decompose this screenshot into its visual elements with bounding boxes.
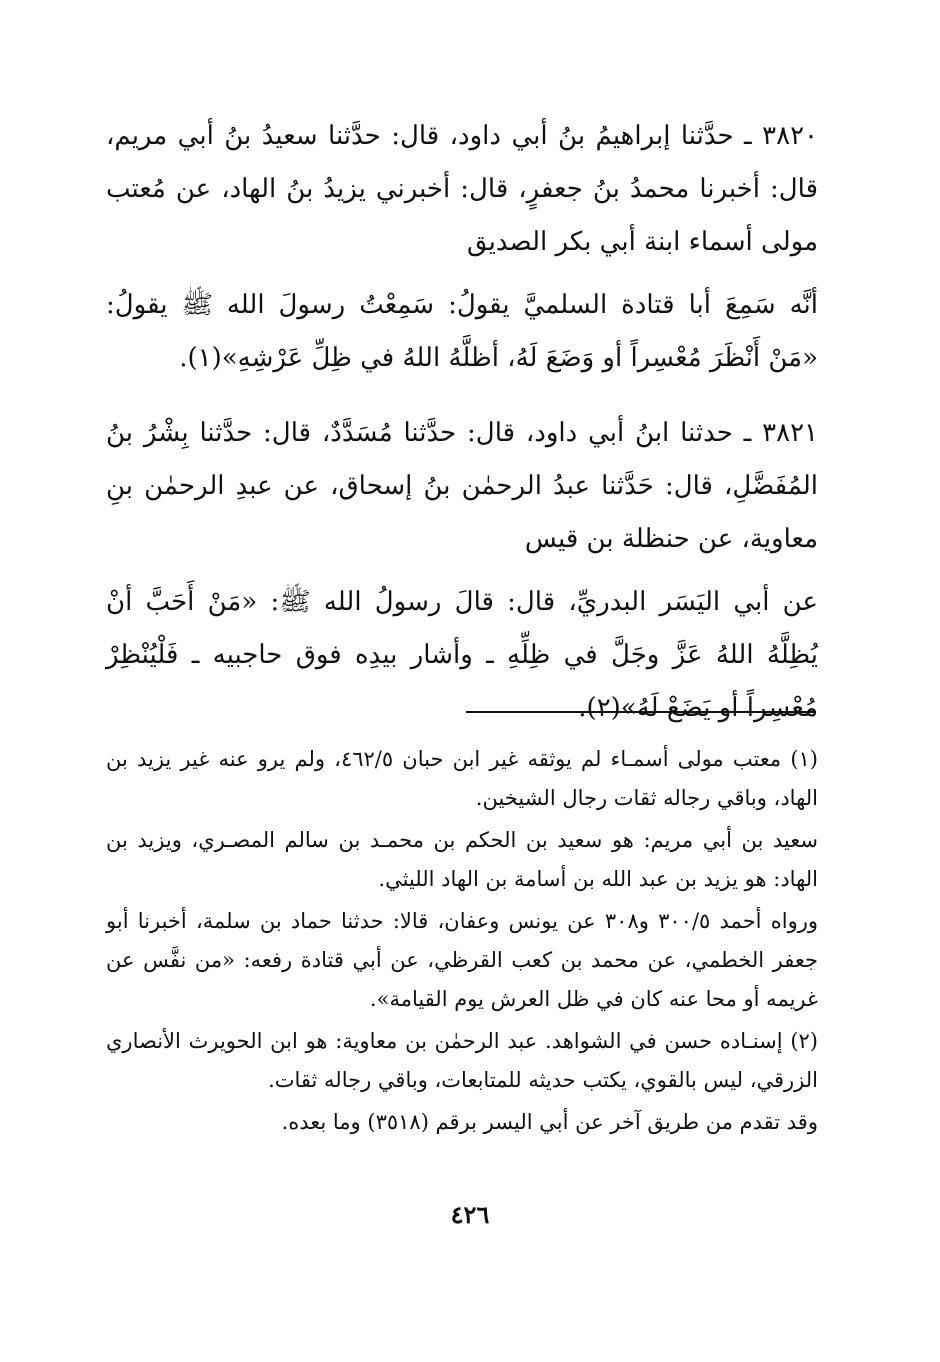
page-number: ٤٢٦: [450, 1200, 490, 1229]
footnote-2-para-2: وقد تقدم من طريق آخر عن أبي اليسر برقم (٣٥١٨) وما بعده.: [281, 1110, 818, 1134]
footnote-1-para-2: سعيد بن أبي مريم: هو سعيد بن الحكم بن محمـد بن سالم المصـري، ويزيد بن الهاد: هو يزيد بن عبد الله بن أسامة بن الهاد الليثي.: [106, 828, 818, 891]
footnote-separator: [466, 711, 816, 713]
footnote-2-para-1: (٢) إسنـاده حسن في الشواهد. عبد الرحمٰن بن معاوية: هو ابن الحويرث الأنصاري الزرقي، ليس بالقوي، يكتب حديثه للمتابعات، وباقي رجاله ثقات.: [106, 1029, 818, 1092]
footnote-1-para-1: (١) معتب مولى أسمـاء لم يوثقه غير ابن حبان ٤٦٢/٥، ولم يرو عنه غير يزيد بن الهاد، وباقي رجاله ثقات رجال الشيخين.: [106, 747, 818, 810]
hadith-3821-matn: عن أبي اليَسَر البدريِّ، قال: قالَ رسولُ الله ﷺ: «مَنْ أَحَبَّ أنْ يُظِلَّهُ اللهُ عَزَّ وجَلَّ في ظِلِّهِ ـ وأشار بيدِه فوق حاجبيه ـ فَلْيُنْظِرْ مُعْسِراً أو يَضَعْ لَهُ»(٢).: [106, 587, 818, 723]
hadith-3820-isnad: ٣٨٢٠ ـ حدَّثنا إبراهيمُ بنُ أبي داود، قال: حدَّثنا سعيدُ بنُ أبي مريم، قال: أخبرنا محمدُ بنُ جعفرٍ، قال: أخبرني يزيدُ بنُ الهاد، عن مُعتب مولى أسماء ابنة أبي بكر الصديق: [106, 121, 818, 257]
footnote-1-para-3: ورواه أحمد ٣٠٠/٥ و٣٠٨ عن يونس وعفان، قالا: حدثنا حماد بن سلمة، أخبرنا أبو جعفر الخطمي، عن محمد بن كعب القرظي، عن أبي قتادة رفعه: «من نفَّس عن غريمه أو محا عنه كان في ظل العرش يوم القيامة».: [106, 909, 818, 1011]
footnotes: [106, 740, 818, 1145]
hadith-3820-matn: أنَّه سَمِعَ أبا قتادة السلميَّ يقولُ: سَمِعْتُ رسولَ الله ﷺ يقولُ: «مَنْ أَنْظَرَ مُعْسِراً أو وَضَعَ لَهُ، أظلَّهُ اللهُ في ظِلِّ عَرْشِهِ»(١).: [106, 290, 818, 373]
hadith-3821-isnad: ٣٨٢١ ـ حدثنا ابنُ أبي داود، قال: حدَّثنا مُسَدَّدٌ، قال: حدَّثنا بِشْرُ بنُ المُفَضَّلِ، قال: حَدَّثنا عبدُ الرحمٰن بنُ إسحاق، عن عبدِ الرحمٰن بنِ معاوية، عن حنظلة بن قيس: [106, 418, 818, 554]
main-text: [106, 110, 818, 757]
